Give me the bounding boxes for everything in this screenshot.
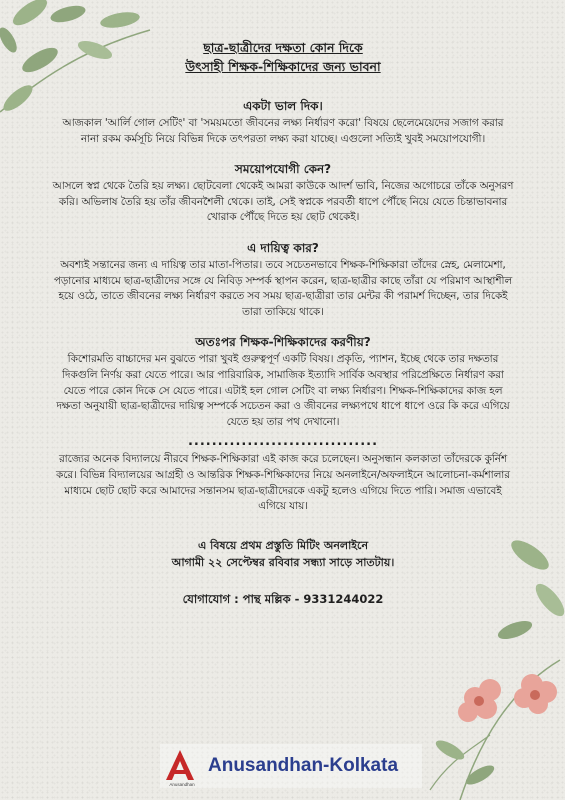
- logo-a-icon: [160, 744, 204, 788]
- section-heading: অতঃপর শিক্ষক-শিক্ষিকাদের করণীয়?: [195, 335, 371, 350]
- section-text: কিশোরমতি বাচ্চাদের মন বুঝতে পারা খুবই গুরুত্বপূর্ণ একটি বিষয়। প্রকৃতি, প্যাশন, ইচ্ছে থেকে তার দক্ষতার দিকগুলি নির্ণয় করা যেতে পারে। আর পারিবারিক, সামাজিক ইত্যাদি সার্বিক অবস্থার পরিপ্রেক্ষিতে নির্ধারণ করা যেতে পারে কোন দিকে সে যেতে পারে। এটাই হল গোল সেটিং বা লক্ষ্য নির্ধারণ। শিক্ষক-শিক্ষিকাদের কাজ হল দক্ষতা অনুযায়ী ছাত্র-ছাত্রীদের দায়িত্ব সম্পর্কে সচেতন করা ও জীবনের লক্ষ্যপথে ধাপে ধাপে ওরে কি করে এগিয়ে যেতে হয় তার পথ দেখানো।: [56, 353, 510, 428]
- section-heading: এ দায়িত্ব কার?: [247, 240, 319, 255]
- contact-info: যোগাযোগ : পান্থ মল্লিক - 9331244022: [182, 591, 384, 606]
- section-heading: একটা ভাল দিক।: [243, 99, 323, 113]
- flower-1: [458, 679, 501, 722]
- section-heading: সময়োপযোগী কেন?: [234, 162, 332, 177]
- logo-small-text: Anusandhan: [169, 782, 195, 787]
- notice-line-1: এ বিষয়ে প্রথম প্রস্তুতি মিটিং অনলাইনে: [197, 538, 369, 552]
- notice-line-2: আগামী ২২ সেপ্টেম্বর রবিবার সন্ধ্যা সাড়ে সাতটায়।: [171, 555, 395, 569]
- title-line-1: ছাত্র-ছাত্রীদের দক্ষতা কোন দিকে: [203, 40, 363, 55]
- section-text: আসলে স্বপ্ন থেকে তৈরি হয় লক্ষ্য। ছোটবেলা থেকেই আমরা কাউকে আদর্শ ভাবি, নিজের অগোচরে তাঁকে অনুসরণ করি। অভিলাষ তৈরি হয় তাঁর জীবনশৈলী থেকে। তাই, সেই স্বপ্নকে পরবর্তী ধাপে পৌঁছে নিয়ে যেতে চিন্তাভাবনার খোরাক পৌঁছে দিতে হয় ছোট থেকেই।: [52, 180, 514, 224]
- section-whose-responsibility: [52, 240, 514, 320]
- section-text: অবশ্যই সন্তানের জন্য এ দায়িত্ব তার মাতা-পিতার। তবে সচেতনভাবে শিক্ষক-শিক্ষিকারা তাঁদের স্নেহ, মেলামেশা, পড়ানোর মাধ্যমে ছাত্র-ছাত্রীদের সঙ্গে যে নিবিড় সম্পর্ক স্থাপন করেন, ছাত্র-ছাত্রীর কাছে তাঁরা যে পরিমাণ আস্থাশীল হয়ে ওঠে, তাতে জীবনের লক্ষ্য নির্ধারণ করতে সব সময় ছাত্র-ছাত্রীরা তার মেন্টর কী পরামর্শ দিচ্ছেন, তার দিকেই তারা তাকিয়ে থাকে।: [53, 258, 513, 318]
- closing-text: রাজ্যের অনেক বিদ্যালয়ে নীরবে শিক্ষক-শিক্ষিকারা এই কাজ করে চলেছেন। অনুসন্ধান কলকাতা তাঁদেরকে কুর্নিশ করে। বিভিন্ন বিদ্যালয়ের আগ্রহী ও আন্তরিক শিক্ষক-শিক্ষিকাদের নিয়ে অনলাইনে/অফলাইনে আলোচনা-কর্মশালার মাধ্যমে ছোট ছোট করে আমাদের সন্তানসম ছাত্র-ছাত্রীদেরকে একটু হলেও এগিয়ে দিতে পারি। সমাজ এভাবেই এগিয়ে যায়।: [56, 453, 510, 513]
- meeting-notice: [52, 537, 514, 571]
- poster-content: [52, 38, 514, 607]
- section-teachers-duty: [52, 334, 514, 430]
- poster-title: [52, 38, 514, 76]
- logo-brand-name: Anusandhan-Kolkata: [208, 755, 399, 776]
- section-text: আজকাল 'আর্লি গোল সেটিং' বা 'সময়মতো জীবনের লক্ষ্য নির্ধারণ করো' বিষয়ে ছেলেমেয়েদের সজাগ করার নানা রকম কর্মসূচি নিয়ে বিভিন্ন দিকে তৎপরতা লক্ষ্য করা যাচ্ছে। এগুলো সত্যিই খুবই সময়োপযোগী।: [62, 117, 504, 145]
- section-good-side: [52, 98, 514, 147]
- dotted-divider: ................................: [187, 434, 379, 450]
- flower-2: [514, 674, 557, 714]
- brand-logo: [160, 744, 422, 788]
- section-why-timely: [52, 161, 514, 226]
- title-line-2: উৎসাহী শিক্ষক-শিক্ষিকাদের জন্য ভাবনা: [185, 59, 381, 74]
